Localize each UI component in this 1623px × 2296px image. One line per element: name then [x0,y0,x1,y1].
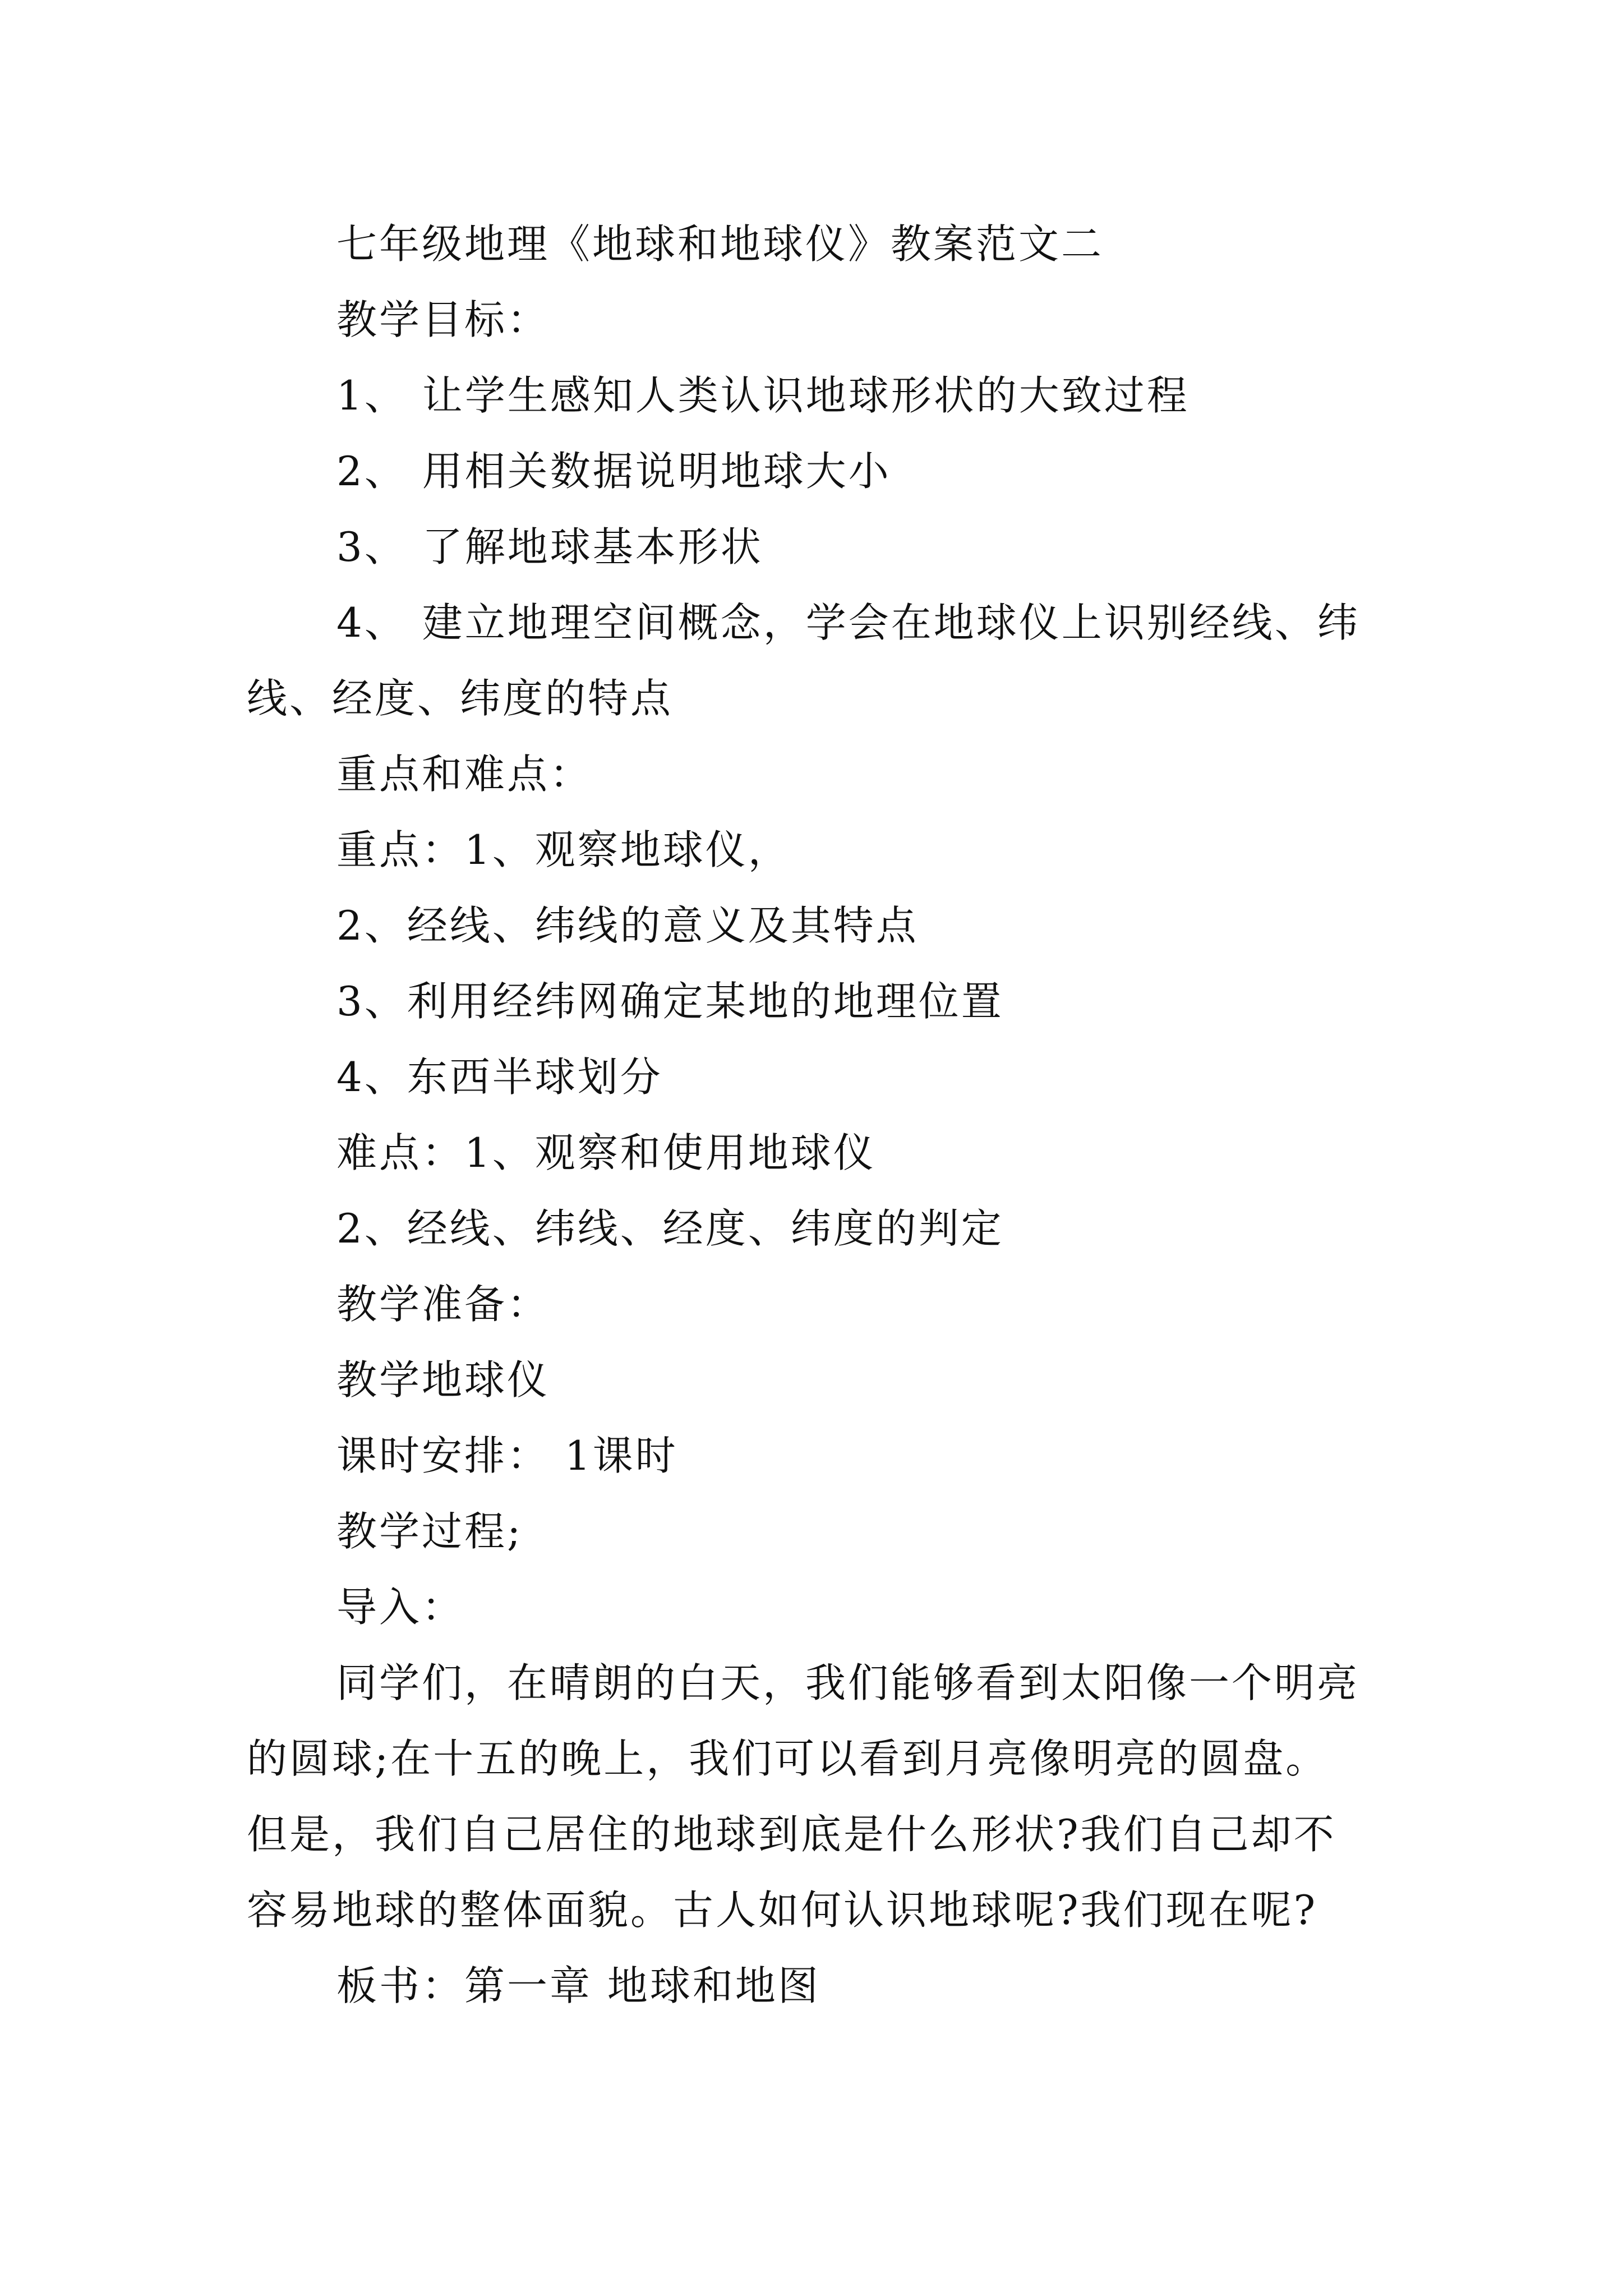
key-point-2: 2、经线、纬线的意义及其特点 [336,902,919,949]
objective-2: 2、 用相关数据说明地球大小 [336,448,891,495]
process-heading: 教学过程; [336,1508,523,1555]
intro-line-2: 的圆球;在十五的晚上，我们可以看到月亮像明亮的圆盘。 [247,1735,1329,1782]
intro-heading: 导入： [336,1584,465,1631]
intro-line-4: 容易地球的整体面貌。古人如何认识地球呢?我们现在呢? [247,1887,1318,1934]
key-point-4: 4、东西半球划分 [336,1053,663,1101]
key-point-1: 重点：1、观察地球仪， [336,826,791,873]
key-point-3: 3、利用经纬网确定某地的地理位置 [336,978,1004,1025]
prep-heading: 教学准备： [336,1281,550,1328]
intro-line-3: 但是，我们自己居住的地球到底是什么形状?我们自己却不 [247,1811,1336,1858]
document-title: 七年级地理《地球和地球仪》教案范文二 [336,220,1104,268]
objective-3: 3、 了解地球基本形状 [336,523,763,570]
objective-4-line-1: 4、 建立地理空间概念，学会在地球仪上识别经线、纬 [336,599,1360,646]
schedule: 课时安排： 1课时 [336,1432,678,1479]
key-points-heading: 重点和难点： [336,751,593,798]
difficulty-2: 2、经线、纬线、经度、纬度的判定 [336,1205,1004,1252]
objectives-heading: 教学目标： [336,296,550,343]
prep-item: 教学地球仪 [336,1356,550,1404]
objective-1: 1、 让学生感知人类认识地球形状的大致过程 [336,372,1189,419]
difficulty-1: 难点：1、观察和使用地球仪 [336,1129,876,1176]
intro-line-1: 同学们，在晴朗的白天，我们能够看到太阳像一个明亮 [336,1659,1360,1706]
objective-4-line-2: 线、经度、纬度的特点 [247,675,674,722]
board-note: 板书：第一章 地球和地图 [336,1962,820,2009]
